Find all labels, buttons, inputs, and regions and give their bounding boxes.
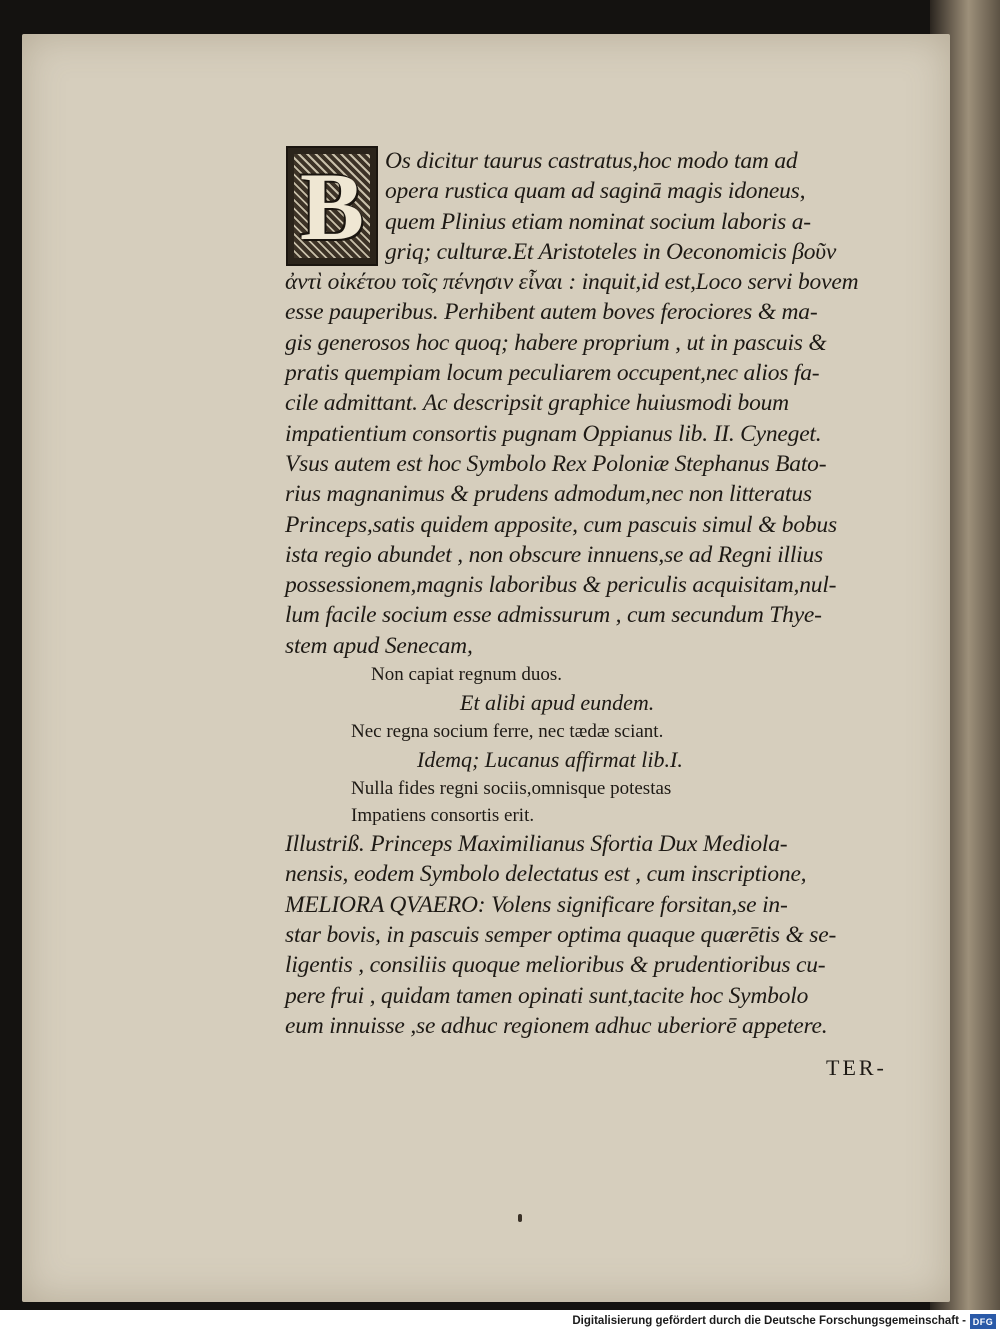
text-line: lum facile socium esse admissurum , cum secundum Thye- [285,602,822,629]
verse-line: Impatiens consortis erit. [351,805,535,827]
initial-letter: B [299,152,365,260]
main-text [285,146,925,1041]
text-line: Princeps,satis quidem apposite, cum pascuis simul & bobus [285,511,837,538]
citation-heading: Idemq; Lucanus affirmat lib.I. [417,747,683,773]
text-line: stem apud Senecam, [285,632,473,659]
text-line: ista regio abundet , non obscure innuens,se ad Regni illius [285,541,824,568]
text-line: gis generosos hoc quoq; habere proprium , ut in pascuis & [285,329,827,356]
text-line: pere frui , quidam tamen opinati sunt,tacite hoc Symbolo [285,982,809,1009]
text-line: MELIORA QVAERO: Volens significare forsitan,se in- [285,891,788,918]
text-line: Vsus autem est hoc Symbolo Rex Poloniæ Stephanus Bato- [285,450,827,477]
digitization-footer [0,1310,1000,1334]
text-line: pratis quempiam locum peculiarem occupent,nec alios fa- [285,360,820,387]
text-line: rius magnanimus & prudens admodum,nec non litteratus [285,481,812,508]
catchword: TER- [826,1055,887,1080]
text-line: opera rustica quam ad saginā magis idoneus, [385,178,806,205]
text-line: Os dicitur taurus castratus,hoc modo tam ad [385,148,798,174]
text-line: nensis, eodem Symbolo delectatus est , cum inscriptione, [285,861,807,888]
ink-mark [518,1214,522,1222]
text-line: impatientium consortis pugnam Oppianus lib. II. Cyneget. [285,420,822,447]
text-line: Illustriß. Princeps Maximilianus Sfortia Dux Mediola- [285,831,788,858]
text-line: ἀντὶ οἰκέτου τοῖς πένησιν εἶναι : inquit,id est,Loco servi bovem [285,269,859,296]
text-line: quem Plinius etiam nominat socium laboris a- [385,208,811,235]
text-line: star bovis, in pascuis semper optima quaque quærētis & se- [285,921,837,948]
text-line: esse pauperibus. Perhibent autem boves ferociores & ma- [285,299,818,326]
citation-heading: Et alibi apud eundem. [460,690,655,716]
text-line: cile admittant. Ac descripsit graphice huiusmodi boum [285,390,789,417]
verse-line: Non capiat regnum duos. [371,664,563,686]
text-line: eum innuisse ,se adhuc regionem adhuc uberiorē appetere. [285,1012,828,1039]
text-line: possessionem,magnis laboribus & periculis acquisitam,nul- [285,572,837,599]
verse-line: Nec regna socium ferre, nec tædæ sciant. [351,721,664,743]
text-line: ligentis , consiliis quoque melioribus & prudentioribus cu- [285,952,826,979]
text-line: griq; culturæ.Et Aristoteles in Oeconomicis βοῦν [385,238,837,265]
dfg-logo-icon: DFG [970,1314,996,1329]
footer-credit: Digitalisierung gefördert durch die Deutsche Forschungsgemeinschaft - [572,1315,966,1327]
verse-line: Nulla fides regni sociis,omnisque potestas [351,778,672,800]
